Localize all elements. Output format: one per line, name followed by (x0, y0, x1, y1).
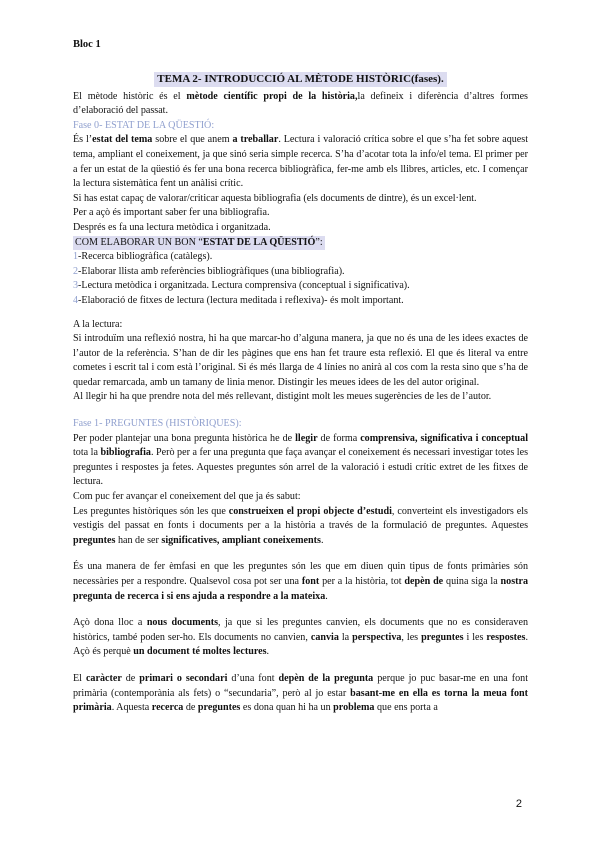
text-run: per a la història, tot (319, 576, 405, 587)
text-run: d’una font (227, 672, 279, 684)
text-run: que ens porta a (374, 702, 438, 714)
bold-run: caràcter (85, 672, 122, 684)
text-run: , converteint els investigadors els vestigis del passat en fonts i documents per a la història a través de la formulació de preguntes. Aquestes (73, 505, 528, 532)
text-run: tota la (73, 447, 101, 459)
lectura-paragraph-2: Al llegir hi ha que prendre nota del més rellevant, distigint molt les meues sugerències de les de l’autor. (73, 391, 492, 403)
bold-run: canvia (310, 631, 339, 643)
list-text: -Elaborar llista amb referències bibliogràfiques (una bibliografia). (78, 265, 345, 277)
list-item (73, 279, 528, 294)
document-body (73, 72, 528, 716)
text-run: . (266, 646, 270, 658)
bold-run: preguntes (197, 702, 241, 714)
spacer (73, 405, 528, 417)
text-run: . Però per a fer una pregunta que faça avançar el coneixement és necessari investigar totes les preguntes i respostes ja fetes. Aquestes preguntes són arrel de la valoració i estudi crític extret de les fitxes de lectura. (73, 447, 528, 488)
bold-run: font (301, 576, 320, 587)
text-run: És l’ (73, 134, 93, 146)
text-run: El mètode històric és el (73, 90, 187, 102)
text-run: ”: (315, 236, 323, 248)
fase1-heading: Fase 1- PREGUNTES (HISTÒRIQUES): (73, 418, 242, 430)
fase0-paragraph-3: Per a açò és important saber fer una bibliografia. (73, 207, 270, 219)
text-run: COM ELABORAR UN BON “ (75, 236, 203, 248)
text-run: de (183, 702, 198, 714)
list-item (73, 250, 528, 265)
bold-run: nostra pregunta de recerca i si ens ajuda a respondre a la mateixa (73, 576, 529, 602)
lectura-heading: A la lectura: (73, 318, 123, 330)
text-run: Açò dona lloc a (73, 617, 147, 629)
text-run: Per poder plantejar una bona pregunta històrica he de (73, 432, 296, 444)
text-run: . Lectura i valoració crítica sobre el que s’ha fet sobre aquest tema, ampliant el coneixement, ja que sinó seria simple recerca. S’ha d’acotar tota la info/el tema. El primer per a fer un estat de la qüestió és fer una bona recerca bibliogràfica, fer-me amb els llibres, articles, etc. I començar la lectura sistemàtica fent un anàlisi crític. (73, 134, 528, 190)
bold-run: recerca (151, 702, 184, 714)
bold-run: perspectiva (352, 631, 402, 643)
bold-run: basant-me en ella es torna la meua font primària (73, 687, 528, 714)
text-run: . (325, 590, 328, 602)
bold-run: nous documents (146, 617, 218, 629)
fase1-paragraph-1 (73, 432, 528, 490)
how-to-heading (73, 236, 325, 251)
spacer (73, 660, 528, 672)
fase0-paragraph-2: Si has estat capaç de valorar/criticar aquesta bibliografia (els documents de dintre), és un excel·lent. (73, 192, 477, 204)
spacer (73, 604, 528, 616)
text-run: la (338, 631, 353, 643)
list-text: -Elaboració de fitxes de lectura (lectura meditada i reflexiva)- és molt important. (78, 294, 404, 306)
bold-run: comprensiva, significativa i conceptual (360, 432, 529, 444)
bold-run: preguntes (421, 631, 464, 643)
page-title: TEMA 2- INTRODUCCIÓ AL MÈTODE HISTÒRIC(fases). (154, 72, 446, 87)
bold-run: depèn de la pregunta (278, 672, 374, 684)
fase1-paragraph-4 (73, 560, 528, 604)
list-text: -Lectura metòdica i organitzada. Lectura comprensiva (conceptual i significativa). (78, 280, 410, 292)
bold-run: mètode científic propi de la història, (186, 90, 358, 102)
text-run: , ja que si les preguntes canvien, els documents que no es consideraven històrics, també poden ser-ho. Els documents no canvien, (73, 617, 528, 643)
text-run: . (320, 534, 324, 546)
bold-run: ESTAT DE LA QÜESTIÓ (202, 236, 316, 248)
text-run: perque jo puc basar-me en una font primària (contemporània als fets) o “secundaria”, però al jo estar (73, 672, 529, 699)
list-number: 3 (73, 280, 79, 292)
text-run: . Aquesta (111, 702, 152, 714)
text-run: , les (401, 631, 422, 643)
intro-paragraph (73, 90, 528, 119)
bold-run: construeixen el propi objecte d’estudi (228, 505, 392, 517)
text-run: És una manera de fer èmfasi en que les preguntes són les que em diuen quin tipus de fonts primàries són necessàries per a respondre. Qualsevol cosa pot ser una (73, 561, 528, 587)
lectura-paragraph-1: Si introduïm una reflexió nostra, hi ha que marcar-ho d’alguna manera, ja que no és una de les idees exactes de l’autor de la referència. S’han de dir les pàgines que ens han fet traure esta reflexió. El que és literal va entre cometes i escrit tal i com està l’original. Si és més llarga de 4 línies no anirà al cos com la resta sino que s’ha de quedar remarcada, amb un tamany de lìnia menor. Distingir les meues idees de les del autor original. (73, 333, 528, 388)
text-run: la defineix i diferència d’altres formes d’elaboració del passat. (73, 90, 528, 117)
text-run: El (73, 672, 86, 684)
list-number: 2 (73, 265, 79, 277)
bold-run: problema (333, 702, 375, 714)
text-run: quina siga la (443, 576, 501, 587)
spacer (73, 548, 528, 560)
list-item (73, 265, 528, 280)
bold-run: depèn de (404, 576, 444, 587)
list-number: 4 (73, 294, 79, 306)
bold-run: primari o secondari (139, 672, 228, 684)
fase0-paragraph-4: Després es fa una lectura metòdica i organitzada. (73, 221, 271, 233)
bold-run: a treballar (232, 134, 279, 146)
title-wrapper (73, 72, 528, 88)
bold-run: respostes (486, 631, 526, 643)
text-run: . Açò és perquè (73, 631, 528, 658)
bold-run: estat del tema (92, 134, 153, 146)
fase1-paragraph-2: Com puc fer avançar el coneixement del que ja és sabut: (73, 491, 301, 503)
text-run: i les (463, 631, 487, 643)
bold-run: un document té moltes lectures (133, 646, 267, 658)
fase1-paragraph-5 (73, 616, 528, 660)
text-run: sobre el que anem (152, 134, 233, 146)
fase1-paragraph-6 (73, 672, 528, 716)
list-item (73, 294, 528, 309)
page-number: 2 (515, 798, 522, 810)
bold-run: bibliografia (100, 447, 151, 459)
text-run: Les preguntes històriques són les que (73, 505, 229, 517)
bold-run: llegir (295, 432, 318, 444)
bold-run: preguntes (73, 534, 116, 546)
spacer (73, 309, 528, 318)
text-run: han de ser (115, 534, 162, 546)
text-run: de forma (317, 432, 361, 444)
block-header: Bloc 1 (73, 39, 101, 50)
fase0-paragraph-1 (73, 133, 528, 191)
list-text: -Recerca bibliogràfica (catàlegs). (78, 251, 213, 263)
text-run: es dona quan hi ha un (240, 702, 334, 714)
fase0-heading: Fase 0- ESTAT DE LA QÜESTIÓ: (73, 119, 215, 131)
bold-run: significatives, ampliant coneixements (161, 534, 321, 546)
list-number: 1 (73, 251, 79, 263)
text-run: de (121, 672, 140, 684)
fase1-paragraph-3 (73, 505, 528, 549)
